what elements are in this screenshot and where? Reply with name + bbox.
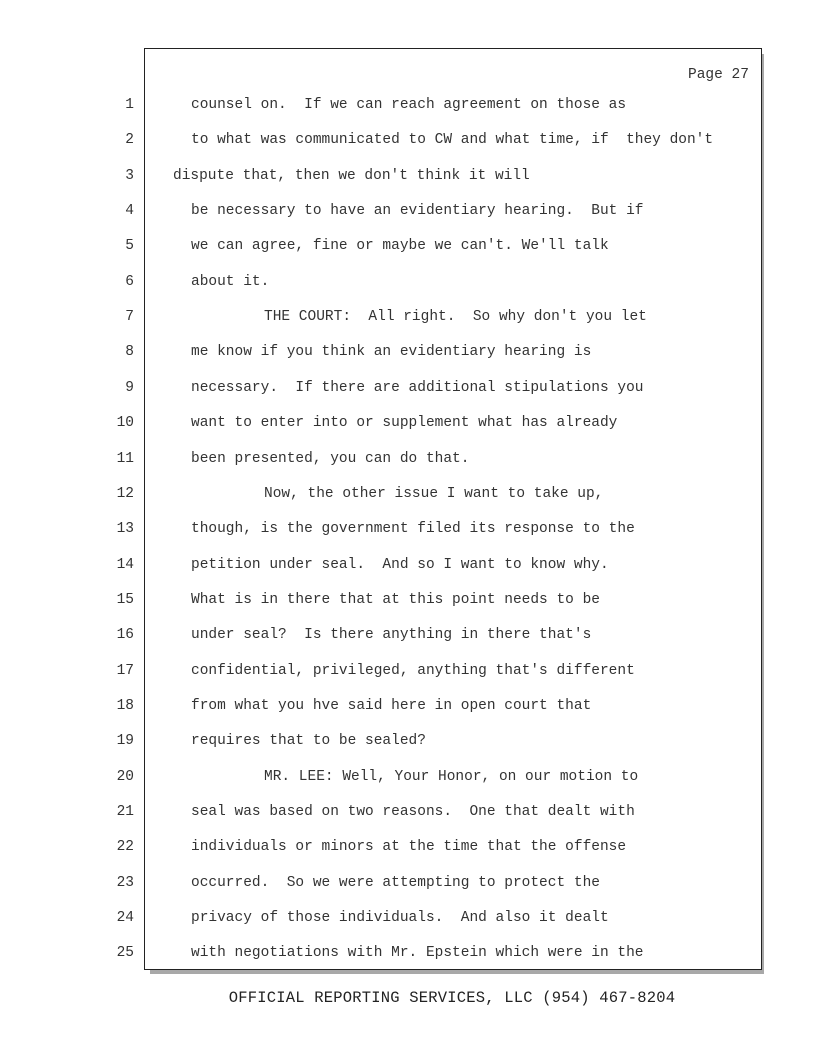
page-number: Page 27: [688, 67, 749, 83]
transcript-line: requires that to be sealed?: [191, 733, 426, 750]
transcript-line: about it.: [191, 273, 270, 290]
line-number: 18: [116, 697, 134, 714]
transcript-line: we can agree, fine or maybe we can't. We'll talk: [191, 238, 609, 255]
transcript-line: THE COURT: All right. So why don't you let: [264, 309, 647, 326]
line-number: 1: [125, 97, 134, 113]
transcript-line: under seal? Is there anything in there that's: [191, 627, 592, 644]
line-number: 19: [116, 733, 134, 750]
transcript-line: Now, the other issue I want to take up,: [264, 485, 604, 502]
line-number: 4: [125, 203, 134, 220]
transcript-line: MR. LEE: Well, Your Honor, on our motion to: [264, 768, 639, 785]
transcript-line: occurred. So we were attempting to protect the: [191, 874, 600, 891]
transcript-line: What is in there that at this point needs to be: [191, 591, 600, 608]
transcript-line: individuals or minors at the time that the offense: [191, 839, 627, 856]
line-number: 6: [125, 273, 134, 290]
line-number: 23: [116, 874, 134, 891]
transcript-line: me know if you think an evidentiary hearing is: [191, 344, 592, 361]
line-number: 7: [125, 309, 134, 326]
line-number: 17: [116, 662, 134, 679]
line-number: 12: [116, 485, 134, 502]
line-number: 8: [125, 344, 134, 361]
transcript-line: with negotiations with Mr. Epstein which were in the: [191, 945, 644, 962]
transcript-line: been presented, you can do that.: [191, 450, 470, 467]
transcript-line: from what you hve said here in open court that: [191, 697, 592, 714]
transcript-page-frame: [144, 48, 762, 970]
transcript-line: dispute that, then we don't think it will: [173, 167, 530, 184]
line-number: 3: [125, 167, 134, 184]
line-number: 16: [116, 627, 134, 644]
transcript-line: confidential, privileged, anything that's different: [191, 662, 635, 679]
line-number: 2: [125, 132, 134, 149]
line-number: 13: [116, 521, 134, 538]
reporter-footer: OFFICIAL REPORTING SERVICES, LLC (954) 467-8204: [228, 989, 676, 1007]
line-number: 24: [116, 910, 134, 927]
transcript-line: though, is the government filed its response to the: [191, 521, 635, 538]
transcript-line: necessary. If there are additional stipulations you: [191, 379, 644, 396]
line-number: 14: [116, 556, 134, 573]
line-number: 10: [116, 415, 134, 432]
transcript-line: want to enter into or supplement what has already: [191, 415, 618, 432]
line-number: 21: [116, 804, 134, 820]
line-number: 22: [116, 839, 134, 856]
line-number: 9: [125, 379, 134, 396]
transcript-line: to what was communicated to CW and what time, if they don't: [191, 132, 714, 149]
line-number: 15: [116, 591, 134, 608]
line-number: 20: [116, 768, 134, 785]
line-number: 25: [116, 945, 134, 962]
transcript-line: be necessary to have an evidentiary hearing. But if: [191, 203, 644, 220]
line-number: 5: [125, 238, 134, 255]
transcript-line: privacy of those individuals. And also it dealt: [191, 910, 609, 927]
line-number: 11: [116, 450, 134, 467]
transcript-line: counsel on. If we can reach agreement on those as: [191, 97, 627, 113]
transcript-line: petition under seal. And so I want to know why.: [191, 556, 609, 573]
transcript-line: seal was based on two reasons. One that dealt with: [191, 804, 635, 820]
